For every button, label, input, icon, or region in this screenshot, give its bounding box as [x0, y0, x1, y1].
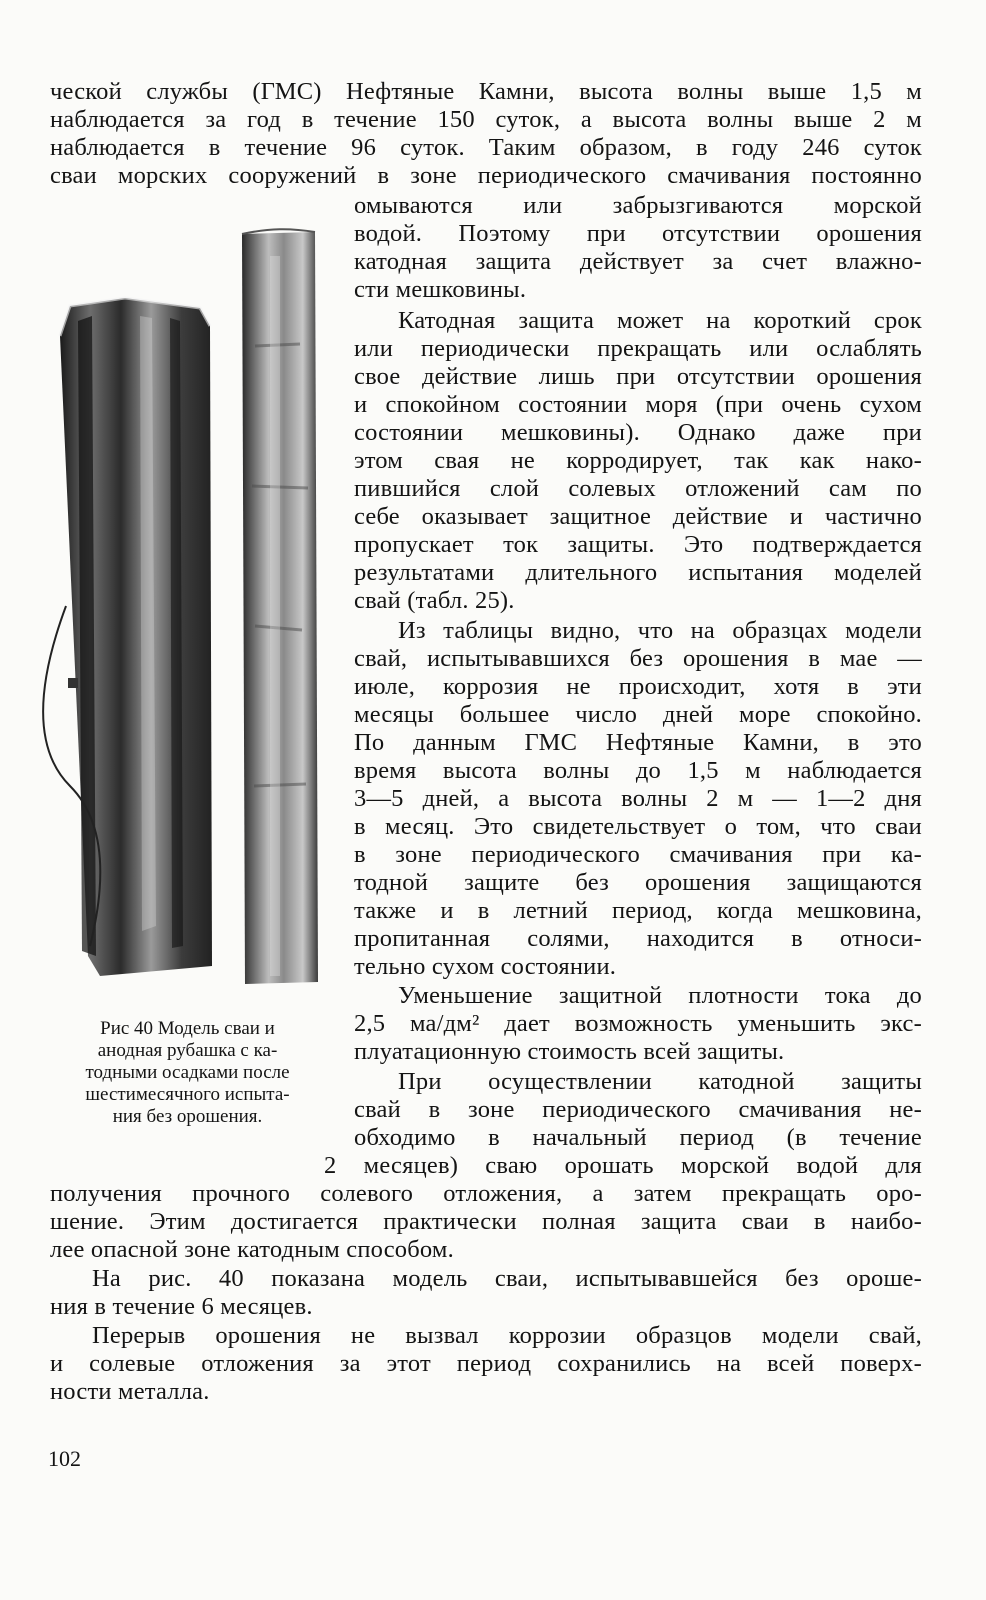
text-line: результатами длительного испытания моделей — [354, 559, 922, 586]
text-line: лее опасной зоне катодным способом. — [50, 1236, 454, 1263]
text-line: 3—5 дней, а высота волны 2 м — 1—2 дня — [354, 785, 922, 812]
text-line: катодная защита действует за счет влажно- — [354, 248, 922, 275]
text-line: свай (табл. 25). — [354, 587, 515, 614]
text-line: ности металла. — [50, 1378, 210, 1405]
text-line: свай в зоне периодического смачивания не- — [354, 1096, 922, 1123]
text-line: По данным ГМС Нефтяные Камни, в это — [354, 729, 922, 756]
text-line: обходимо в начальный период (в течение — [354, 1124, 922, 1151]
text-line: тельно сухом состоянии. — [354, 953, 617, 980]
text-line: июле, коррозия не происходит, хотя в эти — [354, 673, 922, 700]
text-line: и солевые отложения за этот период сохранились на всей поверх- — [50, 1350, 922, 1377]
text-line: состоянии мешковины). Однако даже при — [354, 419, 922, 446]
text-line: или периодически прекращать или ослаблять — [354, 335, 922, 362]
text-line: 2 месяцев) сваю орошать морской водой для — [324, 1152, 922, 1179]
text-line: пропускает ток защиты. Это подтверждается — [354, 531, 922, 558]
text-line: Катодная защита может на короткий срок — [398, 307, 922, 334]
figure-photo — [30, 226, 330, 1006]
text-line: Уменьшение защитной плотности тока до — [398, 982, 922, 1009]
text-line: На рис. 40 показана модель сваи, испытывавшейся без ороше- — [92, 1265, 922, 1292]
text-line: Перерыв орошения не вызвал коррозии образцов модели свай, — [92, 1322, 922, 1349]
text-line: пропитанная солями, находится в относи- — [354, 925, 922, 952]
text-line: в зоне периодического смачивания при ка- — [354, 841, 922, 868]
figure-caption-line: ния без орошения. — [112, 1106, 263, 1127]
text-line: ческой службы (ГМС) Нефтяные Камни, высота волны выше 1,5 м — [50, 78, 922, 105]
text-line: также и в летний период, когда мешковина, — [354, 897, 922, 924]
text-line: в месяц. Это свидетельствует о том, что сваи — [354, 813, 922, 840]
pile-model-photo — [30, 226, 330, 1006]
text-line: месяцы большее число дней море спокойно. — [354, 701, 922, 728]
text-line: сваи морских сооружений в зоне периодического смачивания постоянно — [50, 162, 922, 189]
text-line: и спокойном состоянии моря (при очень сухом — [354, 391, 922, 418]
text-line: 2,5 ма/дм² дает возможность уменьшить экс- — [354, 1010, 922, 1037]
text-line: сти мешковины. — [354, 276, 527, 303]
figure-caption-line: анодная рубашка с ка- — [97, 1040, 278, 1061]
text-line: получения прочного солевого отложения, а затем прекращать оро- — [50, 1180, 922, 1207]
figure-caption-line: тодными осадками после — [85, 1062, 290, 1083]
text-line: При осуществлении катодной защиты — [398, 1068, 922, 1095]
text-line: свай, испытывавшихся без орошения в мае — — [354, 645, 922, 672]
text-line: себе оказывает защитное действие и частично — [354, 503, 922, 530]
text-line: Из таблицы видно, что на образцах модели — [398, 617, 922, 644]
text-line: пившийся слой солевых отложений сам по — [354, 475, 922, 502]
page-number: 102 — [48, 1446, 81, 1471]
text-line: водой. Поэтому при отсутствии орошения — [354, 220, 922, 247]
figure-caption-line: шестимесячного испыта- — [85, 1084, 290, 1105]
text-line: наблюдается в течение 96 суток. Таким образом, в году 246 суток — [50, 134, 922, 161]
text-line: свое действие лишь при отсутствии орошения — [354, 363, 922, 390]
text-line: время высота волны до 1,5 м наблюдается — [354, 757, 922, 784]
text-line: наблюдается за год в течение 150 суток, а высота волны выше 2 м — [50, 106, 922, 133]
text-line: плуатационную стоимость всей защиты. — [354, 1038, 785, 1065]
text-line: этом свая не корродирует, так как нако- — [354, 447, 922, 474]
text-line: тодной защите без орошения защищаются — [354, 869, 922, 896]
text-line: ния в течение 6 месяцев. — [50, 1293, 313, 1320]
text-line: шение. Этим достигается практически полная защита сваи в наибо- — [50, 1208, 922, 1235]
figure-caption-line: Рис 40 Модель сваи и — [100, 1018, 275, 1039]
text-line: омываются или забрызгиваются морской — [354, 192, 922, 219]
